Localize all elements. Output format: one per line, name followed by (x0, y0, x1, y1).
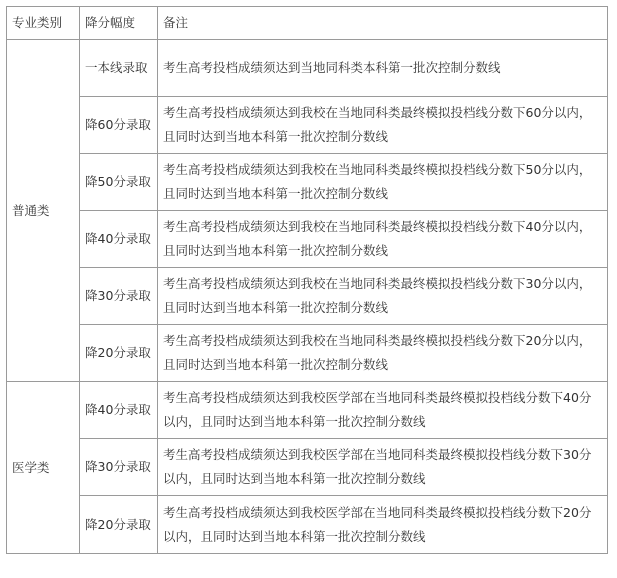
header-row (7, 7, 608, 40)
reduction-cell: 降50分录取 (80, 154, 158, 211)
category-cell: 医学类 (7, 382, 80, 554)
note-cell: 考生高考投档成绩须达到我校医学部在当地同科类最终模拟投档线分数下30分以内，且同时达到当地本科第一批次控制分数线 (158, 439, 608, 496)
reduction-cell: 降40分录取 (80, 211, 158, 268)
table-row (7, 382, 608, 439)
note-cell: 考生高考投档成绩须达到我校医学部在当地同科类最终模拟投档线分数下20分以内，且同时达到当地本科第一批次控制分数线 (158, 496, 608, 554)
table-row (7, 154, 608, 211)
table-row (7, 439, 608, 496)
reduction-cell: 降30分录取 (80, 439, 158, 496)
table-row (7, 268, 608, 325)
note-cell: 考生高考投档成绩须达到当地同科类本科第一批次控制分数线 (158, 40, 608, 97)
note-cell: 考生高考投档成绩须达到我校在当地同科类最终模拟投档线分数下40分以内，且同时达到当地本科第一批次控制分数线 (158, 211, 608, 268)
reduction-cell: 一本线录取 (80, 40, 158, 97)
header-reduction: 降分幅度 (80, 7, 158, 40)
header-note: 备注 (158, 7, 608, 40)
table-row (7, 211, 608, 268)
table-row (7, 97, 608, 154)
table-row (7, 325, 608, 382)
table-row (7, 496, 608, 554)
note-cell: 考生高考投档成绩须达到我校在当地同科类最终模拟投档线分数下30分以内，且同时达到当地本科第一批次控制分数线 (158, 268, 608, 325)
note-cell: 考生高考投档成绩须达到我校在当地同科类最终模拟投档线分数下20分以内，且同时达到当地本科第一批次控制分数线 (158, 325, 608, 382)
reduction-cell: 降60分录取 (80, 97, 158, 154)
admission-table (6, 6, 608, 554)
header-category: 专业类别 (7, 7, 80, 40)
note-cell: 考生高考投档成绩须达到我校在当地同科类最终模拟投档线分数下60分以内，且同时达到当地本科第一批次控制分数线 (158, 97, 608, 154)
note-cell: 考生高考投档成绩须达到我校医学部在当地同科类最终模拟投档线分数下40分以内，且同时达到当地本科第一批次控制分数线 (158, 382, 608, 439)
reduction-cell: 降40分录取 (80, 382, 158, 439)
reduction-cell: 降20分录取 (80, 496, 158, 554)
note-cell: 考生高考投档成绩须达到我校在当地同科类最终模拟投档线分数下50分以内，且同时达到当地本科第一批次控制分数线 (158, 154, 608, 211)
reduction-cell: 降20分录取 (80, 325, 158, 382)
reduction-cell: 降30分录取 (80, 268, 158, 325)
category-cell: 普通类 (7, 40, 80, 382)
table-row (7, 40, 608, 97)
